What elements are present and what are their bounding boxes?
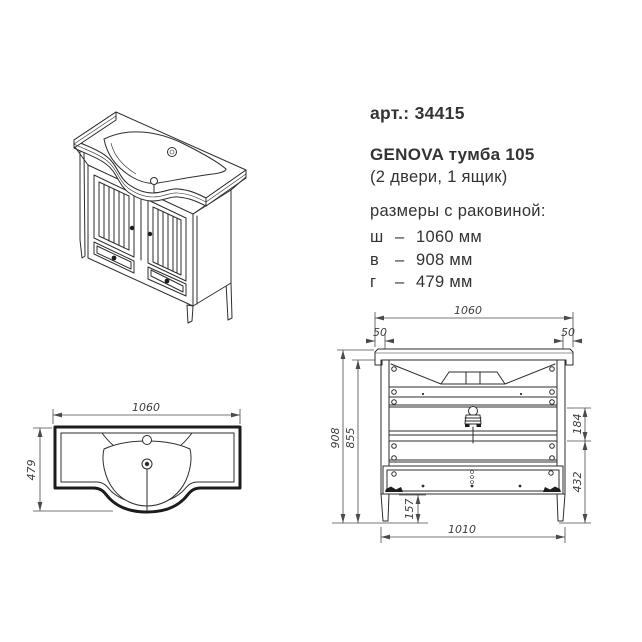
faucet-hole: [168, 148, 177, 157]
dim-top-width-label: 1060: [132, 401, 160, 414]
article-number: арт.: 34415: [370, 103, 465, 123]
product-name: GENOVA тумба 105: [370, 145, 535, 164]
drawer-knob: [165, 279, 170, 284]
size-value: 479 мм: [416, 273, 473, 292]
size-sep: –: [395, 250, 405, 269]
top-view-drawing: [25, 395, 295, 550]
size-value: 1060 мм: [416, 227, 483, 246]
size-key: ш: [370, 227, 384, 246]
size-row-width: [370, 226, 570, 249]
size-sep: –: [395, 273, 405, 292]
size-key: в: [370, 250, 380, 269]
dim-rear-width-label: 1060: [454, 304, 482, 317]
perspective-drawing: [20, 85, 320, 335]
door-knob: [130, 226, 134, 230]
rear-view-dimensions: [329, 304, 591, 543]
door-knob: [148, 232, 152, 236]
dim-apron-label: 184: [571, 413, 584, 435]
size-sep: –: [395, 227, 405, 246]
drain-fitting: [469, 407, 478, 416]
faucet-hole: [143, 436, 152, 445]
size-key: г: [370, 273, 377, 292]
size-row-height: [370, 249, 570, 272]
product-config: (2 двери, 1 ящик): [370, 168, 508, 186]
size-row-depth: [370, 271, 570, 294]
top-view-sink: [55, 427, 240, 512]
rear-left-leg: [381, 494, 389, 521]
rear-right-leg: [557, 494, 565, 521]
sizes-title: размеры с раковиной:: [370, 202, 546, 220]
dim-height-total-label: 908: [329, 427, 342, 449]
dim-overhang-left-label: 50: [373, 326, 387, 339]
dim-leg-gap-label: 157: [403, 498, 416, 520]
dim-base-width-label: 1010: [448, 523, 476, 536]
drain-hole: [151, 178, 158, 185]
dim-overhang-right-label: 50: [561, 326, 575, 339]
size-list: [370, 226, 570, 294]
dim-height-body-label: 855: [344, 427, 357, 449]
rear-view-drawing: [330, 295, 642, 547]
dim-lower-section-label: 432: [571, 471, 584, 493]
dim-top-depth-label: 479: [25, 459, 38, 481]
size-value: 908 мм: [416, 250, 473, 269]
drawer-knob: [112, 256, 117, 261]
